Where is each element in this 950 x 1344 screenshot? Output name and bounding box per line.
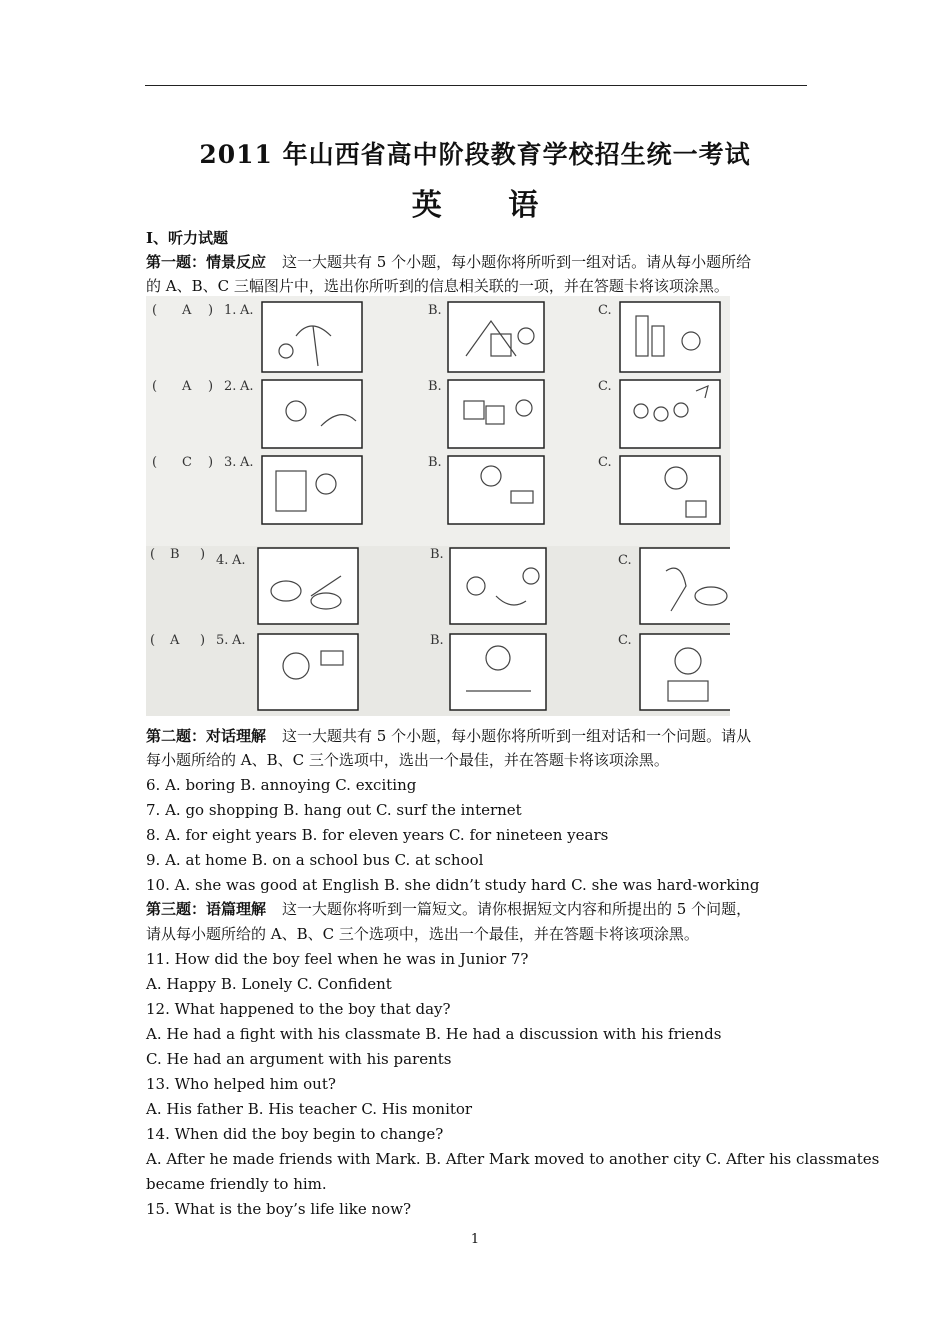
- part1-instruction-text: 这一大题共有 5 个小题，每小题你将所听到一组对话。请从每小题所给: [282, 253, 752, 271]
- question-line: 12. What happened to the boy that day?: [146, 1000, 451, 1018]
- question-line: A. After he made friends with Mark. B. After Mark moved to another city C. After his classmates: [146, 1150, 880, 1168]
- svg-text:): ): [208, 303, 214, 318]
- answer-4: B: [170, 547, 180, 562]
- question-line: 11. How did the boy feel when he was in Junior 7?: [146, 950, 529, 968]
- svg-text:A.: A.: [232, 553, 246, 568]
- svg-text:B.: B.: [428, 303, 442, 318]
- svg-text:(: (: [150, 547, 156, 562]
- svg-text:C.: C.: [598, 303, 612, 318]
- svg-text:C.: C.: [598, 455, 612, 470]
- svg-text:): ): [200, 547, 206, 562]
- answer-3: C: [182, 455, 192, 470]
- part2-instruction-text: 这一大题共有 5 个小题，每小题你将所听到一组对话和一个问题。请从: [282, 727, 752, 745]
- svg-text:4.: 4.: [216, 553, 229, 568]
- question-item: 9. A. at home B. on a school bus C. at school: [146, 851, 484, 869]
- svg-text:(: (: [152, 303, 158, 318]
- svg-text:): ): [200, 633, 206, 648]
- part1-instruction-cont: 的 A、B、C 三幅图片中，选出你所听到的信息相关联的一项，并在答题卡将该项涂黑。: [146, 277, 729, 295]
- svg-text:(: (: [152, 455, 158, 470]
- svg-text:A.: A.: [240, 455, 254, 470]
- part3-instruction: [146, 899, 751, 919]
- part3-instruction-cont: 请从每小题所给的 A、B、C 三个选项中，选出一个最佳，并在答题卡将该项涂黑。: [146, 925, 699, 943]
- answer-2: A: [182, 379, 192, 394]
- svg-text:C.: C.: [598, 379, 612, 394]
- part2-instruction: [146, 726, 751, 746]
- question-line: C. He had an argument with his parents: [146, 1050, 452, 1068]
- question-line: A. His father B. His teacher C. His monitor: [146, 1100, 473, 1118]
- svg-text:(: (: [150, 633, 156, 648]
- svg-text:B.: B.: [428, 379, 442, 394]
- question-line: A. Happy B. Lonely C. Confident: [146, 975, 392, 993]
- question-line: 15. What is the boy’s life like now?: [146, 1200, 412, 1218]
- part3-instruction-text: 这一大题你将听到一篇短文。请你根据短文内容和所提出的 5 个问题，: [282, 900, 752, 918]
- svg-text:C.: C.: [618, 633, 632, 648]
- page-number: 1: [470, 1232, 480, 1247]
- svg-text:): ): [208, 455, 214, 470]
- question-item: 10. A. she was good at English B. she didn’t study hard C. she was hard-working: [146, 876, 760, 894]
- question-line: A. He had a fight with his classmate B. He had a discussion with his friends: [146, 1025, 722, 1043]
- svg-text:): ): [208, 379, 214, 394]
- question-item: 6. A. boring B. annoying C. exciting: [146, 776, 417, 794]
- header-rule: [145, 85, 807, 86]
- part3-label: 第三题：语篇理解: [146, 900, 267, 918]
- part2-label: 第二题：对话理解: [146, 727, 267, 745]
- part1-label: 第一题：情景反应: [146, 253, 267, 271]
- svg-text:2.: 2.: [224, 379, 237, 394]
- question-line: became friendly to him.: [146, 1175, 327, 1193]
- svg-text:5.: 5.: [216, 633, 229, 648]
- svg-text:A.: A.: [240, 379, 254, 394]
- svg-text:C.: C.: [618, 553, 632, 568]
- question-item: 7. A. go shopping B. hang out C. surf the internet: [146, 801, 522, 819]
- part2-instruction-cont: 每小题所给的 A、B、C 三个选项中，选出一个最佳，并在答题卡将该项涂黑。: [146, 751, 669, 769]
- question-line: 14. When did the boy begin to change?: [146, 1125, 444, 1143]
- svg-text:A.: A.: [232, 633, 246, 648]
- svg-text:B.: B.: [430, 547, 444, 562]
- listening-pictures: [146, 296, 730, 716]
- subject-title: 英 语: [411, 188, 567, 223]
- answer-5: A: [170, 633, 180, 648]
- question-line: 13. Who helped him out?: [146, 1075, 336, 1093]
- section-heading: I、听力试题: [146, 229, 229, 247]
- svg-text:A.: A.: [240, 303, 254, 318]
- svg-text:(: (: [152, 379, 158, 394]
- part1-instruction: [146, 252, 751, 272]
- svg-text:B.: B.: [428, 455, 442, 470]
- answer-1: A: [182, 303, 192, 318]
- svg-text:3.: 3.: [224, 455, 237, 470]
- question-item: 8. A. for eight years B. for eleven years C. for nineteen years: [146, 826, 609, 844]
- svg-text:1.: 1.: [224, 303, 237, 318]
- exam-title: 2011 年山西省高中阶段教育学校招生统一考试: [199, 140, 751, 169]
- svg-text:B.: B.: [430, 633, 444, 648]
